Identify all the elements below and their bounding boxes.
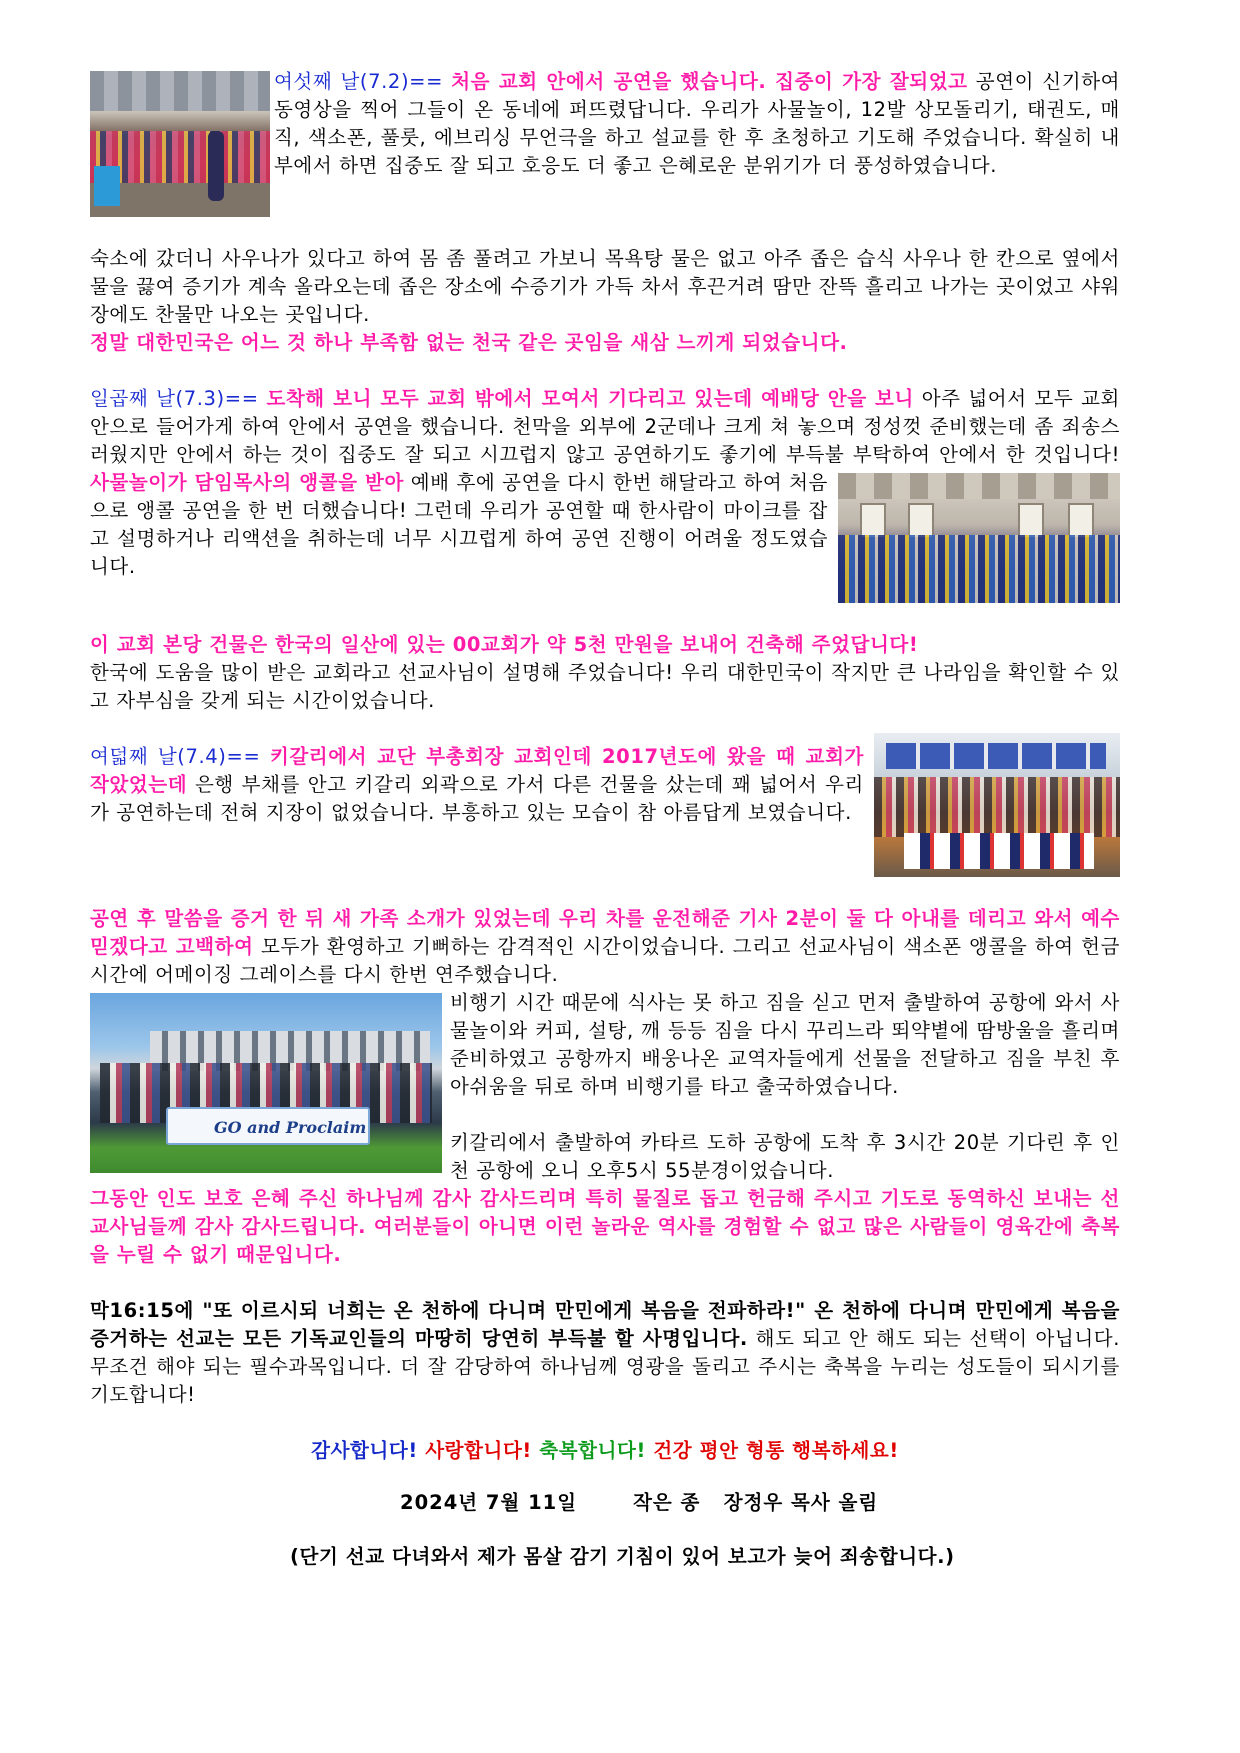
closing-bless: 축복합니다! [539,1439,654,1462]
mission-text: 해도 되고 안 해도 되는 선택이 아닙니다. 무조건 해야 되는 필수과목입니다. 더 잘 감당하여 하나님께 영광을 돌리고 주시는 축복을 누리는 성도들이 되시기를 기도합니다! [90,1327,1120,1406]
day6-text: 공연이 신기하여 동영상을 찍어 그들이 온 동네에 퍼뜨렸답니다. 우리가 사물놀이, 12발 상모돌리기, 태권도, 매직, 색소폰, 풀룻, 에브리싱 무언극을 하고 설교를 한 후 초청하고 기도해 주었습니다. 확실히 내부에서 하면 집중도 잘 되고 호응도 더 좋고 은혜로운 분위기가 더 풍성하였습니다. [274,70,1121,177]
day8-heading: 여덟째 날(7.4)== [90,745,270,768]
building-section [90,631,1120,715]
report-body [90,72,1120,1571]
testimony-highlight: 공연 후 말씀을 증거 한 뒤 새 가족 소개가 있었는데 우리 차를 운전해준 기사 2분이 둘 다 아내를 데리고 와서 예수 믿겠다고 고백하여 [90,907,1120,958]
sauna-highlight: 정말 대한민국은 어느 것 하나 부족함 없는 천국 같은 곳임을 새삼 느끼게 되었습니다. [90,331,848,354]
signature-name: 작은 종 장정우 목사 올림 [633,1491,879,1514]
testimony-text: 모두가 환영하고 기뻐하는 감격적인 시간이었습니다. 그리고 선교사님이 색소폰 앵콜을 하여 헌금 시간에 어메이징 그레이스를 다시 한번 연주했습니다. [90,935,1121,986]
testimony-section [90,905,1120,989]
apology-note: (단기 선교 다녀와서 제가 몸살 감기 기침이 있어 보고가 늦어 죄송합니다.) [290,1545,955,1568]
building-highlight: 이 교회 본당 건물은 한국의 일산에 있는 00교회가 약 5천 만원을 보내어 건축해 주었답니다! [90,633,919,656]
day7-section [90,385,1120,603]
group-photo [90,993,442,1173]
day6-heading: 여섯째 날(7.2)== [274,70,452,93]
encore-text: 예배 후에 공연을 다시 한번 해달라고 하여 처음으로 앵콜 공연을 한 번 더했습니다! 그런데 우리가 공연할 때 한사람이 마이크를 잡고 설명하거나 리액션을 취하는데 너무 시끄럽게 하여 공연 진행이 어려울 정도였습니다. [90,471,828,578]
arrival-text: 키갈리에서 출발하여 카타르 도하 공항에 도착 후 3시간 20분 기다린 후 인천 공항에 오니 오후5시 55분경이었습니다. [450,1131,1120,1182]
go-and-proclaim-banner: GO and Proclaim [214,1118,367,1137]
signature-date: 2024년 7월 11일 [400,1491,578,1514]
closing-thanks: 감사합니다! [311,1439,426,1462]
church-performance-photo [90,71,270,217]
mission-verse: 막16:15에 "또 이르시되 너희는 온 천하에 다니며 만민에게 복음을 전파하라!" 온 천하에 다니며 만민에게 복음을 증거하는 선교는 모든 기독교인들의 마땅히 당연히 부득불 할 사명입니다. [90,1299,1120,1350]
day7-highlight: 도착해 보니 모두 교회 밖에서 모여서 기다리고 있는데 예배당 안을 보니 [266,387,914,410]
sauna-section [90,245,1120,357]
departure-text: 비행기 시간 때문에 식사는 못 하고 짐을 싣고 먼저 출발하여 공항에 와서 사물놀이와 커피, 설탕, 깨 등등 짐을 다시 꾸리느라 뙤약볕에 땀방울을 흘리며 준비하였고 공항까지 배웅나온 교역자들에게 선물을 전달하고 짐을 부친 후 아쉬움을 뒤로 하며 비행기를 타고 출국하였습니다. [450,991,1120,1098]
sauna-text: 숙소에 갔더니 사우나가 있다고 하여 몸 좀 풀려고 가보니 목욕탕 물은 없고 아주 좁은 습식 사우나 한 칸으로 옆에서 물을 끓여 증기가 계속 올라오는데 좁은 장소에 수증기가 가득 차서 후끈거려 땀만 잔뜩 흘리고 나가는 곳이었고 샤워장에도 찬물만 나오는 곳입니다. [90,247,1120,326]
mission-section [90,1297,1120,1409]
signature-line [90,1489,1120,1517]
thanks-highlight: 그동안 인도 보호 은혜 주신 하나님께 감사 감사드리며 특히 물질로 돕고 헌금해 주시고 기도로 동역하신 보내는 선교사님들께 감사 감사드립니다. 여러분들이 아니면 이런 놀라운 역사를 경험할 수 없고 많은 사람들이 영육간에 축복을 누릴 수 없기 때문입니다. [90,1187,1120,1266]
day8-text: 은행 부채를 안고 키갈리 외곽으로 가서 다른 건물을 샀는데 꽤 넓어서 우리가 공연하는데 전혀 지장이 없었습니다. 부흥하고 있는 모습이 참 아름답게 보였습니다. [90,773,864,824]
day6-highlight: 처음 교회 안에서 공연을 했습니다. 집중이 가장 잘되었고 [451,70,968,93]
closing-love: 사랑합니다! [425,1439,540,1462]
building-text: 한국에 도움을 많이 받은 교회라고 선교사님이 설명해 주었습니다! 우리 대한민국이 작지만 큰 나라임을 확인할 수 있고 자부심을 갖게 되는 시간이었습니다. [90,661,1120,712]
departure-section [90,989,1120,1269]
encore-highlight: 사물놀이가 담임목사의 앵콜을 받아 [90,471,404,494]
congregation-photo [838,473,1120,603]
closing-line [90,1437,1120,1465]
day8-highlight: 키갈리에서 교단 부총회장 교회인데 2017년도에 왔을 때 교회가 작았었는데 [90,745,864,796]
day7-text: 아주 넓어서 모두 교회 안으로 들어가게 하여 안에서 공연을 했습니다. 천막을 외부에 2군데나 크게 쳐 놓으며 정성껏 준비했는데 좀 죄송스러웠지만 안에서 하는 것이 집중도 잘 되고 시끄럽지 않고 공연하기도 좋기에 부득불 부탁하여 안에서 한 것입니다! [90,387,1120,466]
day8-section [90,743,1120,877]
day7-heading: 일곱째 날(7.3)== [90,387,267,410]
closing-wish: 건강 평안 형통 행복하세요! [653,1439,899,1462]
day6-section [90,68,1120,217]
kigali-church-photo [874,733,1120,877]
